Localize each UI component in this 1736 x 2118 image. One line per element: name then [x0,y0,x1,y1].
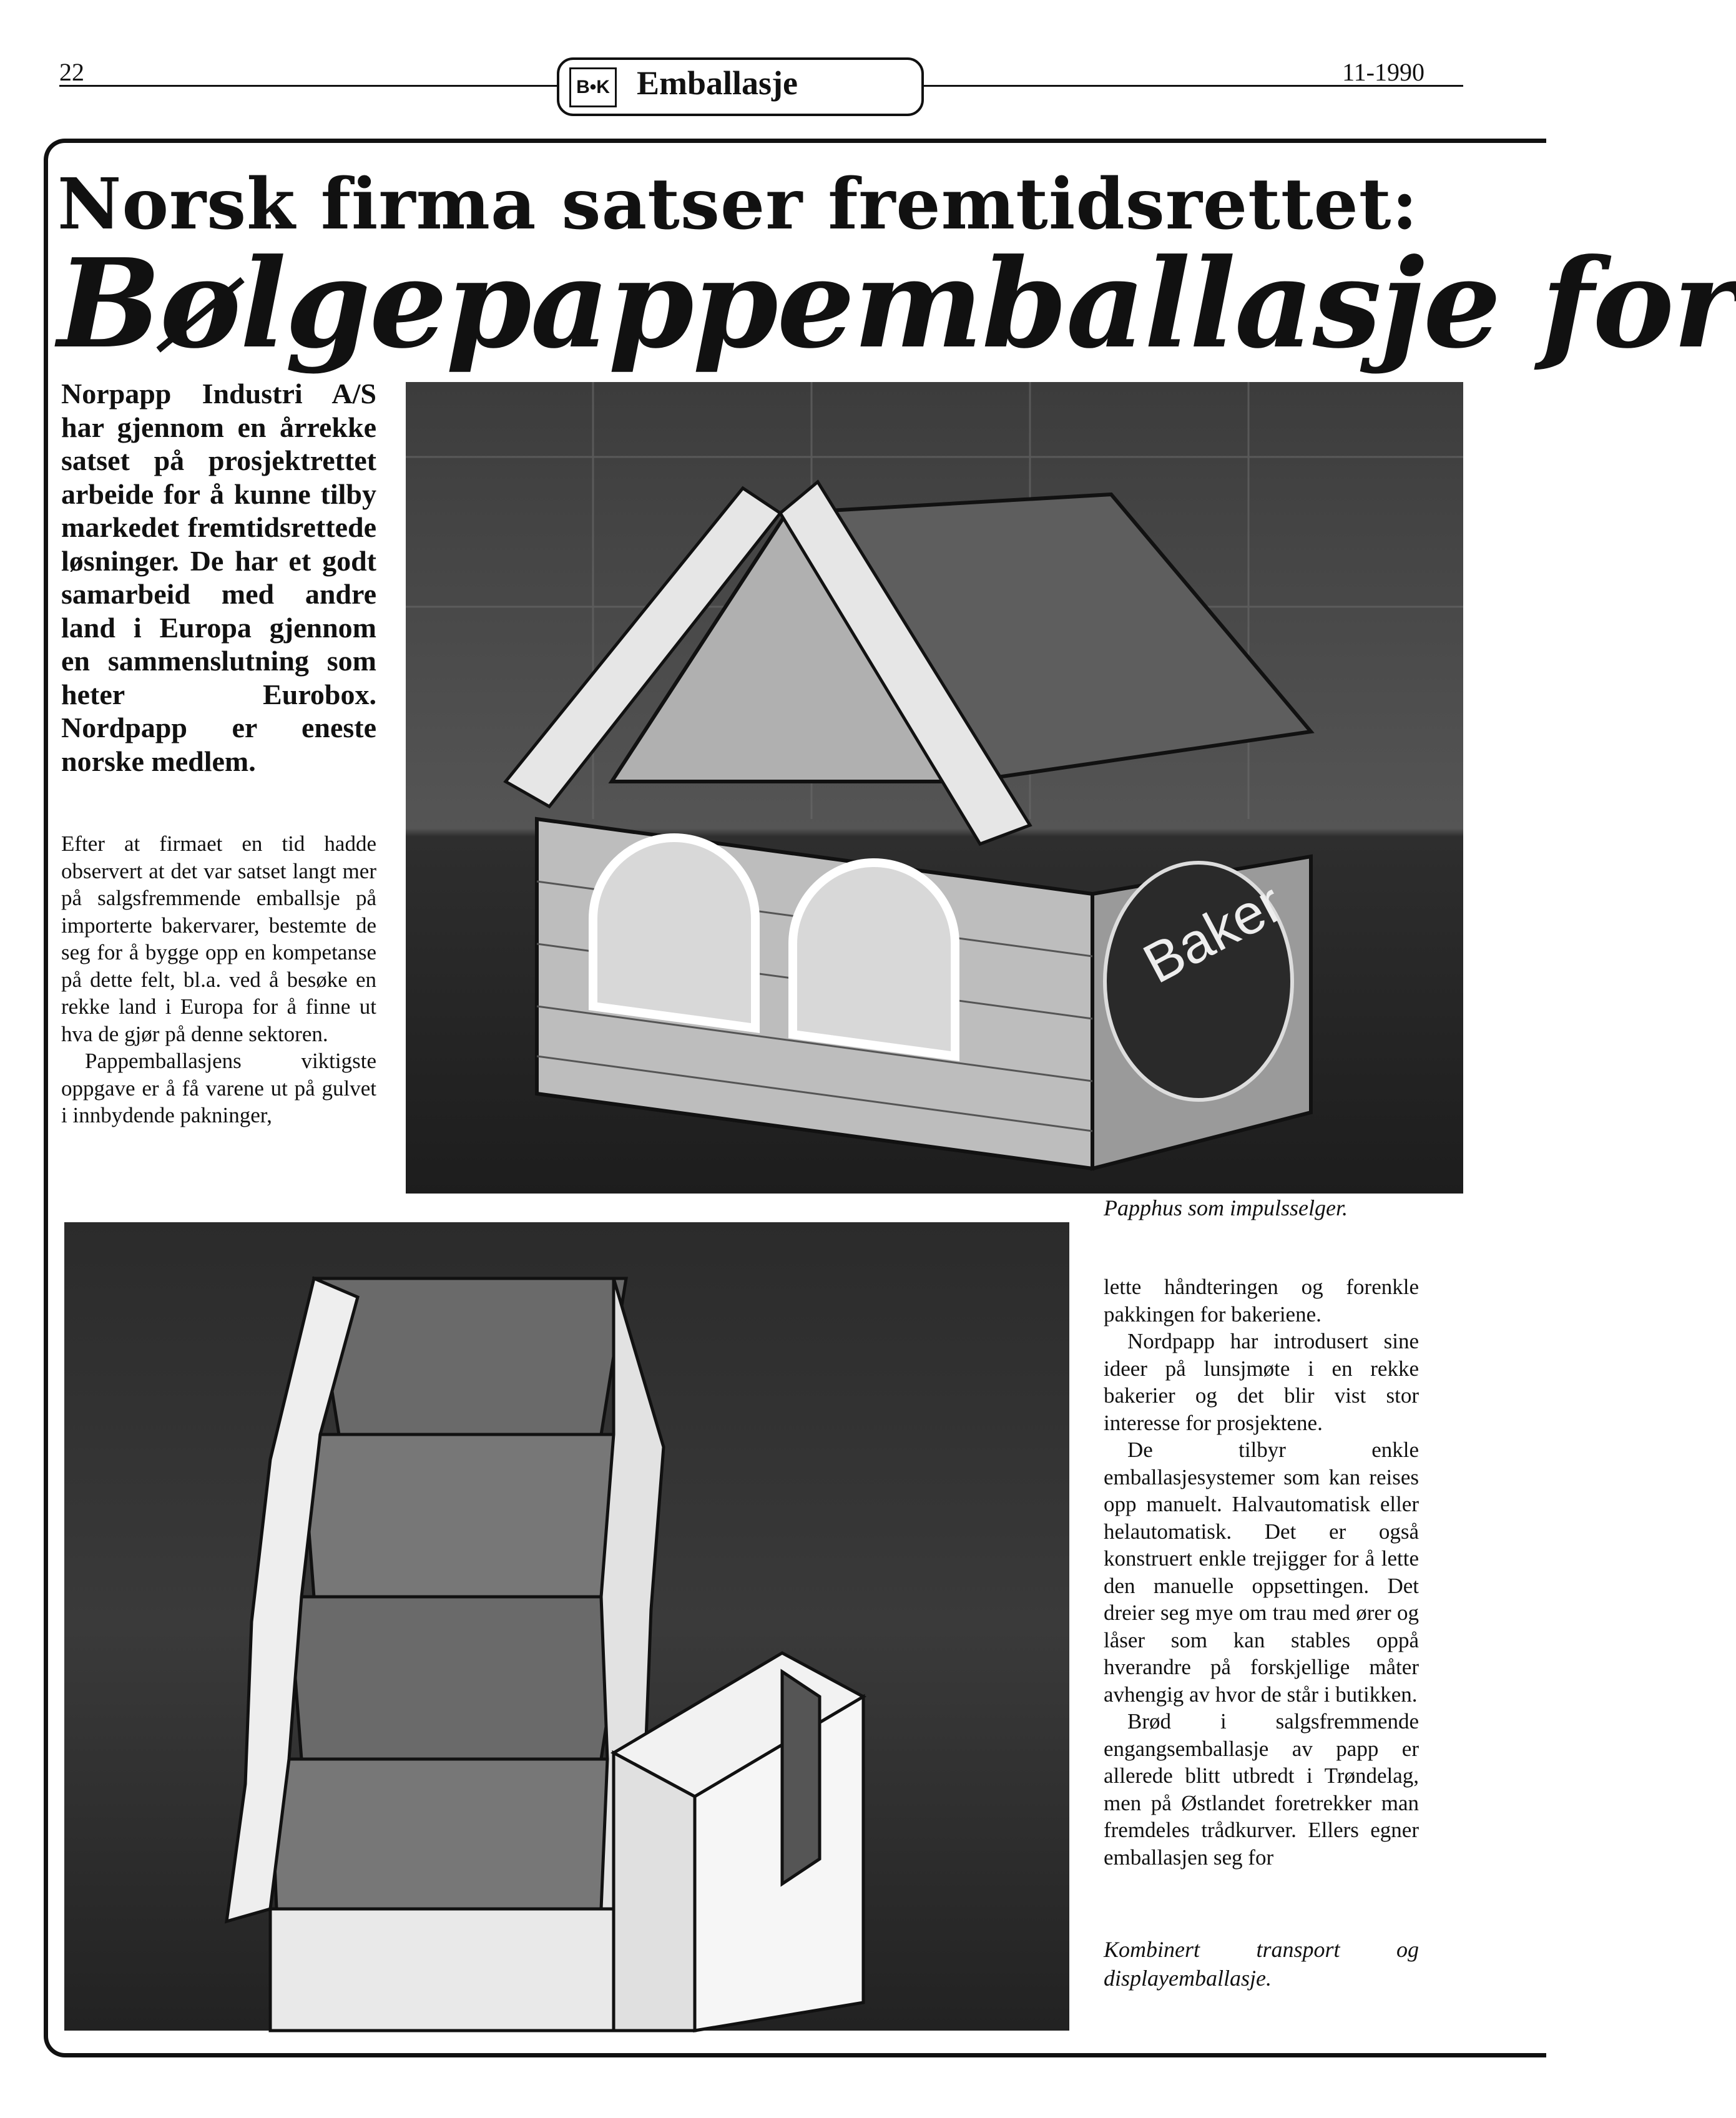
body-column-2 [1104,1273,1419,1871]
photo-caption-2: Kombinert transport og displayemballasje. [1104,1937,1419,1991]
issue-date: 11-1990 [1342,58,1425,86]
publication-logo: B•K [569,67,617,107]
page-number: 22 [59,58,84,86]
paragraph: Nordpapp har introdusert sine ideer på lunsjmøte i en rekke bakerier og det blir vist stor interesse for prosjektene. [1104,1329,1419,1435]
paragraph: De tilbyr enkle emballasjesystemer som kan reises opp manuelt. Halvautomatisk eller helautomatisk. Det er også konstruert enkle trejigger for å lette den manuelle oppsettingen. Det dreier seg mye om trau med ører og låser som kan stables oppå hverandre på forskjellige måter avhengig av hvor de står i butikken. [1104,1438,1419,1707]
article-headline: Bølgepappemballasje for [57,232,1736,376]
paragraph: Efter at firmaet en tid hadde observert at det var satset langt mer på salgsfremmende emballsje på importerte bakervarer, bestemte de seg for å bygge opp en kompetanse på dette felt, bl.a. ved å besøke en rekke land i Europa for å finne ut hva de gjør på denne sektoren. [61,831,376,1046]
paragraph: Pappemballasjens viktigste oppgave er å få varene ut på gulvet i innbydende pakninger, [61,1049,376,1127]
stacked-trays-illustration [64,1222,1069,2031]
paragraph: Brød i salgsfremmende engangsemballasje av papp er allerede blitt utbredt i Trøndelag, men på Østlandet foretrekker man fremdeles trådkurver. Ellers egner emballasjen seg for [1104,1709,1419,1870]
paragraph: lette håndteringen og forenkle pakkingen for bakeriene. [1104,1275,1419,1326]
cardboard-house-illustration [406,382,1463,1194]
lead-paragraph: Norpapp Industri A/S har gjennom en årrekke satset på prosjektrettet arbeide for å kunne tilby markedet fremtidsrettede løsninger. De har et godt samarbeid med andre land i Europa gjennom en sammenslutning som heter Eurobox. Nordpapp er eneste norske medlem. [61,378,376,777]
photo-caption-1: Papphus som impulsselger. [1104,1195,1348,1220]
photo-stacked-trays [64,1222,1069,2031]
section-title: Emballasje [637,64,798,102]
baker-sign: Baker [1134,871,1293,996]
photo-cardboard-house [406,382,1463,1194]
body-column-1 [61,830,376,1129]
article-kicker: Norsk firma satser fremtidsrettet: [57,164,1418,245]
